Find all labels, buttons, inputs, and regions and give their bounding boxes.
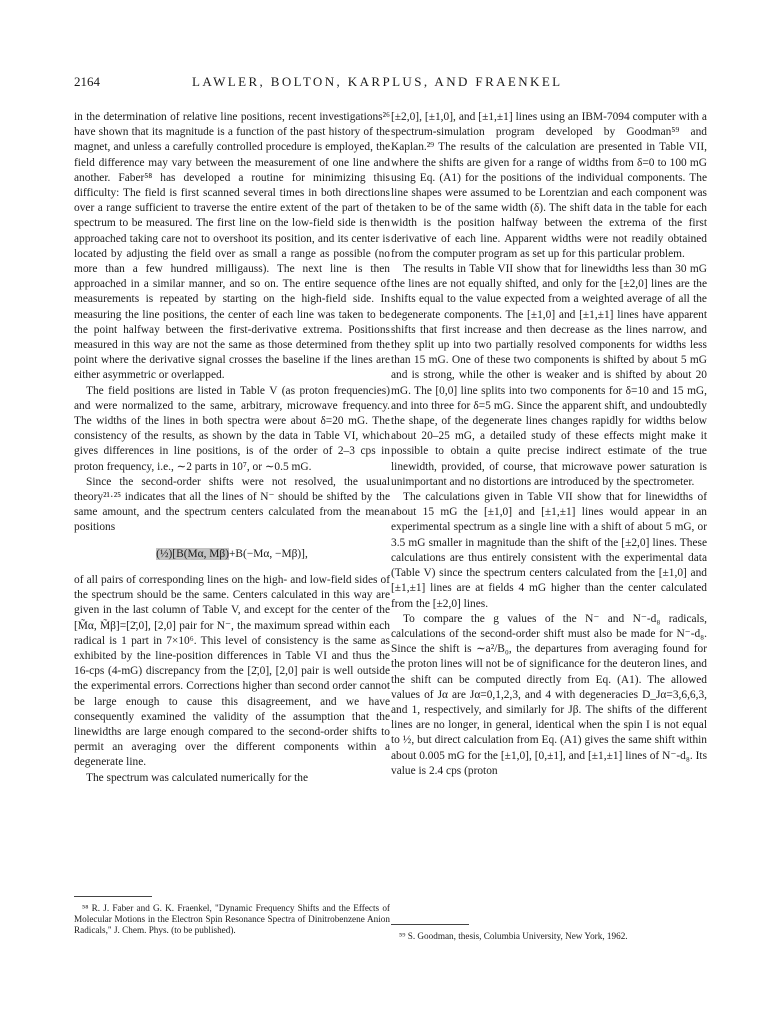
equation-highlighted-term: (½)[B(Mα, Mβ) [156, 547, 229, 560]
footnotes-left [74, 896, 390, 937]
paragraph: in the determination of relative line positions, recent investigations²⁶ have shown that its magnitude is a function of the past history of the magnet, and unless a carefully controlled procedure is employed, the field difference may vary between the measurement of one line and another. Faber⁵⁸ has developed a routine for minimizing this difficulty: The field is first scanned several times in both directions over a range sufficient to traverse the entire extent of the part of the spectrum to be measured. The first line on the low-field side is then approached taking care not to overshoot its position, and its center is located by adjusting the field over as small a range as possible (no more than a few hundred milligauss). The next line is then approached in a similar manner, and so on. The entire sequence of measurements is repeated by starting on the high-field side. In measuring the line positions, the center of each line was taken to be the point halfway between the first-derivative extrema. Positions measured in this way are not the same as those determined from the point where the derivative signal crosses the baseline if the lines are either asymmetric or overlapped. [74, 111, 390, 382]
running-head [74, 74, 694, 92]
paragraph: The calculations given in Table VII show that for linewidths of about 15 mG the [±1,0] and [±1,±1] lines would appear in an experimental spectrum as a single line with a shift of about 5 mG, or 3.5 mG smaller in magnitude than the shift of the [±2,0] lines. These calculations are thus entirely consistent with the experimental data (Table V) since the spectrum centers calculated from the [±1,0] and [±1,±1] lines are at fields 4 mG higher than the center calculated from the [±2,0] lines. [391, 491, 707, 610]
equation-text [153, 546, 311, 563]
paragraph: The field positions are listed in Table V (as proton frequencies) and were normalized to the same, arbitrary, microwave frequency. The widths of the lines in both spectra were about δ=20 mG. The consistency of the results, as shown by the data in Table VI, which gives differences in line positions, is of the order of 2–3 cps in proton frequency, i.e., ∼2 parts in 10⁷, or ∼0.5 mG. [74, 384, 390, 473]
paragraph: The results in Table VII show that for linewidths less than 30 mG the lines are not equally shifted, and only for the [±2,0] lines are the shifts equal to the value expected from a weighted average of all the degenerate components. The [±1,0] and [±1,±1] lines have apparent shifts that first increase and then decrease as the lines narrow, and they split up into two partially resolved components for widths less than 15 mG. One of these two components is shifted by about 5 mG and is strong, while the other is weaker and is shifted by about 20 mG. The [0,0] line splits into two components for δ=10 and 15 mG, and into three for δ=5 mG. Since the apparent shift, and undoubtedly the shape, of the degenerate lines changes rapidly for widths below about 20–25 mG, a detailed study of these effects might make it possible to obtain a quite precise indirect estimate of the true linewidth, provided, of course, that microwave power saturation is unimportant and no distortions are introduced by the spectrometer. [391, 263, 707, 488]
paragraph: Since the second-order shifts were not resolved, the usual theory²¹·²⁵ indicates that all the lines of N⁻ should be shifted by the same amount, and the spectrum centers calculated from the mean positions [74, 475, 390, 534]
footnote-rule [74, 896, 152, 897]
display-equation [74, 546, 390, 563]
page-number: 2164 [74, 74, 100, 89]
running-title: LAWLER, BOLTON, KARPLUS, AND FRAENKEL [192, 74, 563, 89]
paragraph: [±2,0], [±1,0], and [±1,±1] lines using an IBM-7094 computer with a spectrum-simulation program developed by Goodman⁵⁹ and Kaplan.²⁹ The results of the calculation are presented in Table VII, where the shifts are given for a range of widths from δ=0 to 100 mG using Eq. (A1) for the positions of the individual components. The line shapes were assumed to be Lorentzian and each component was taken to be of the same width (δ). The shift data in the table for each width is the position halfway between the extrema of the first derivative of each line. Apparent widths were not readily obtained from the computer program as set up for this particular problem. [391, 111, 707, 260]
footnote-59: ⁵⁹ S. Goodman, thesis, Columbia University, New York, 1962. [399, 931, 628, 941]
left-column [74, 110, 390, 786]
paragraph: To compare the g values of the N⁻ and N⁻-d₈ radicals, calculations of the second-order shift must also be made for N⁻-d₈. Since the shift is ∼a²/B₀, the departures from averaging found for the proton lines will not be of significance for the deuteron lines, and the shift can be computed directly from Eq. (A1). The allowed values of Jα are Jα=0,1,2,3, and 4 with degeneracies D_Jα=3,6,6,3, and 1, respectively, and similarly for Jβ. The shifts of the different lines are no longer, in general, identical when the spin I is not equal to ½, but direct calculation from Eq. (A1) gives the same shift within about 0.005 mG for the [±1,0], [0,±1], and [±1,±1] lines of N⁻-d₈. Its value is 2.4 cps (proton [391, 612, 707, 777]
equation-remainder: +B(−Mα, −Mβ)], [229, 547, 308, 560]
paragraph: The spectrum was calculated numerically for the [86, 771, 309, 784]
footnote-58: ⁵⁸ R. J. Faber and G. K. Fraenkel, "Dynamic Frequency Shifts and the Effects of Molecular Motions in the Electron Spin Resonance Spectra of Dinitrobenzene Anion Radicals," J. Chem. Phys. (to be published). [74, 903, 390, 936]
right-column [391, 110, 707, 779]
footnote-rule [391, 924, 469, 925]
footnotes-right [391, 924, 707, 942]
paragraph: of all pairs of corresponding lines on the high- and low-field sides of the spectrum should be the same. Centers calculated in this way are given in the last column of Table V, and except for the center of the [M̃α, M̃β]=[2̄,0], [2,0] pair for N⁻, the maximum spread within each radical is 1 part in 7×10⁶. This level of consistency is the same as exhibited by the line-position differences in Table VI and thus the 16-cps (4-mG) discrepancy from the [2̄,0], [2,0] pair is well outside the experimental errors. Corrections higher than second order cannot be large enough to cause this disagreement, and we have consequently examined the validity of the assumption that the linewidths are large enough compared to the second-order shifts to permit an averaging over the different components within a degenerate line. [74, 573, 390, 769]
